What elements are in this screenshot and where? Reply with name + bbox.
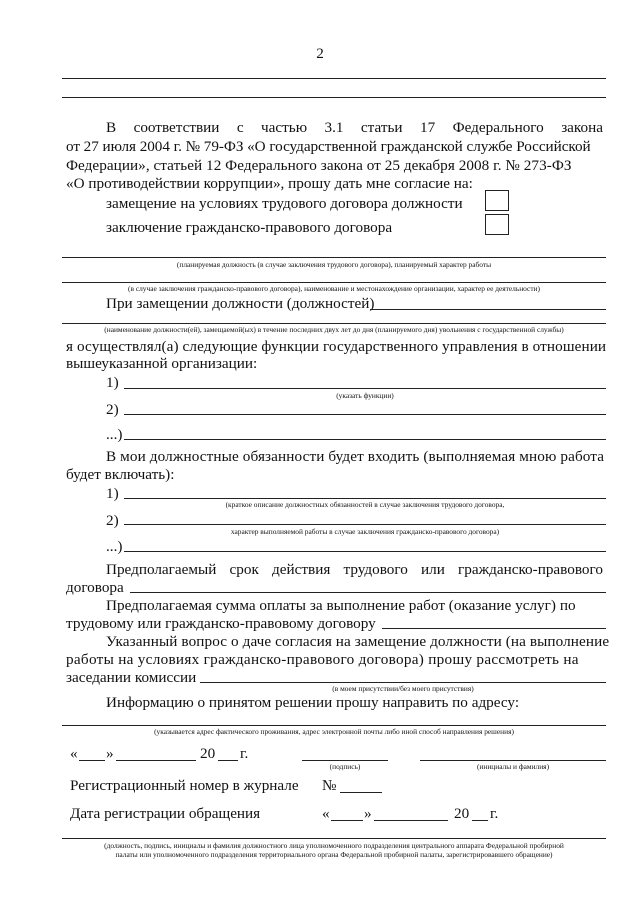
date-year-suffix: г. <box>240 745 249 762</box>
duties-intro-2: будет включать): <box>66 466 175 483</box>
blank-line[interactable] <box>62 78 606 79</box>
function-item-2-line[interactable] <box>124 414 606 415</box>
date-day-line[interactable] <box>79 760 105 761</box>
date-close-quote: » <box>106 745 114 762</box>
functions-intro-1: я осуществлял(а) следующие функции государственного управления в отношении <box>66 338 607 355</box>
functions-intro-2: вышеуказанной организации: <box>66 355 258 372</box>
date-year-line[interactable] <box>218 760 238 761</box>
blank-line[interactable] <box>62 97 606 98</box>
reg-date-year-suffix: г. <box>490 805 499 822</box>
caption-signature: (подпись) <box>329 762 361 771</box>
date-open-quote: « <box>70 745 78 762</box>
reg-date-close-quote: » <box>364 805 372 822</box>
registration-number-line[interactable] <box>340 792 382 793</box>
term-line[interactable] <box>130 592 606 593</box>
caption-presence: (в моем присутствии/без моего присутствия) <box>332 684 474 693</box>
address-line[interactable] <box>62 725 606 726</box>
payment-line-2: трудовому или гражданско-правовому договору <box>66 615 376 632</box>
date-month-line[interactable] <box>116 760 196 761</box>
checkbox-civil-contract[interactable] <box>485 214 509 235</box>
organization-line[interactable] <box>62 282 606 283</box>
function-item-3-line[interactable] <box>124 439 606 440</box>
registration-date-label: Дата регистрации обращения <box>70 805 261 822</box>
caption-name: (инициалы и фамилия) <box>476 762 550 771</box>
intro-line-1: В соответствии с частью 3.1 статьи 17 Федерального закона <box>106 119 603 136</box>
planned-position-line[interactable] <box>62 257 606 258</box>
name-line[interactable] <box>420 760 606 761</box>
consider-line-3: заседании комиссии <box>66 669 197 686</box>
commission-line[interactable] <box>200 682 606 683</box>
checkbox-employment-contract[interactable] <box>485 190 509 211</box>
registration-number-label: Регистрационный номер в журнале <box>70 777 299 794</box>
payment-amount-line[interactable] <box>382 628 606 629</box>
caption-organization: (в случае заключения гражданско-правового договора), наименование и местонахождение организации, характер ее деятельности) <box>128 284 540 293</box>
option-civil-contract: заключение гражданско-правового договора <box>106 219 393 236</box>
duty-item-2-line[interactable] <box>124 524 606 525</box>
reg-date-year-prefix: 20 <box>454 805 470 822</box>
payment-line-1: Предполагаемая сумма оплаты за выполнение работ (оказание услуг) по <box>106 597 576 614</box>
consider-line-1: Указанный вопрос о даче согласия на замещение должности (на выполнение <box>106 633 610 650</box>
option-employment-contract: замещение на условиях трудового договора должности <box>106 195 463 212</box>
reg-date-month-line[interactable] <box>374 820 448 821</box>
caption-functions: (указать функции) <box>336 391 394 400</box>
caption-duties-1: (краткое описание должностных обязанностей в случае заключения трудового договора, <box>225 500 505 509</box>
function-item-1-line[interactable] <box>124 388 606 389</box>
duties-intro-1: В мои должностные обязанности будет входить (выполняемая мною работа <box>106 448 605 465</box>
when-replacing-label: При замещении должности (должностей) <box>106 295 375 312</box>
caption-official-1: (должность, подпись, инициалы и фамилия должностного лица уполномоченного подразделения центрального аппарата Федеральной пробирной <box>104 841 564 850</box>
duty-item-1-line[interactable] <box>124 498 606 499</box>
position-held-line[interactable] <box>370 309 606 310</box>
function-item-1: 1) <box>106 374 119 391</box>
intro-line-3: Федерации», статьей 12 Федерального закона от 25 декабря 2008 г. № 273-ФЗ <box>66 157 572 174</box>
caption-planned-position: (планируемая должность (в случае заключения трудового договора), планируемый характер работы <box>176 260 492 269</box>
caption-official-2: палаты или уполномоченного подразделения территориального органа Федеральной пробирной палаты, зарегистрировавшего обращение) <box>115 850 553 859</box>
consider-line-2: работы на условиях гражданско-правового договора) прошу рассмотреть на <box>66 651 579 668</box>
registration-number-sign: № <box>322 777 337 794</box>
reg-date-year-line[interactable] <box>472 820 488 821</box>
position-held-line-2[interactable] <box>62 323 606 324</box>
info-label: Информацию о принятом решении прошу направить по адресу: <box>106 694 520 711</box>
duty-item-3-line[interactable] <box>124 551 606 552</box>
function-item-3: ...) <box>106 426 123 443</box>
term-line-1: Предполагаемый срок действия трудового или гражданско-правового <box>106 561 603 578</box>
duty-item-3: ...) <box>106 538 123 555</box>
official-line[interactable] <box>62 838 606 839</box>
intro-line-2: от 27 июля 2004 г. № 79-ФЗ «О государственной гражданской службе Российской <box>66 138 591 155</box>
reg-date-open-quote: « <box>322 805 330 822</box>
intro-line-4: «О противодействии коррупции», прошу дать мне согласие на: <box>66 175 473 192</box>
caption-address: (указывается адрес фактического проживания, адрес электронной почты либо иной способ направления решения) <box>154 727 514 736</box>
duty-item-1: 1) <box>106 485 119 502</box>
page-number: 2 <box>316 45 324 62</box>
caption-prev-positions: (наименование должности(ей), замещаемой(ых) в течение последних двух лет до дня (планируемого дня) увольнения с государственной службы) <box>104 325 564 334</box>
caption-duties-2: характер выполняемой работы в случае заключения гражданско-правового договора) <box>230 527 500 536</box>
function-item-2: 2) <box>106 401 119 418</box>
reg-date-day-line[interactable] <box>331 820 363 821</box>
duty-item-2: 2) <box>106 512 119 529</box>
term-line-2: договора <box>66 579 124 596</box>
signature-line[interactable] <box>302 760 388 761</box>
date-year-prefix: 20 <box>200 745 216 762</box>
